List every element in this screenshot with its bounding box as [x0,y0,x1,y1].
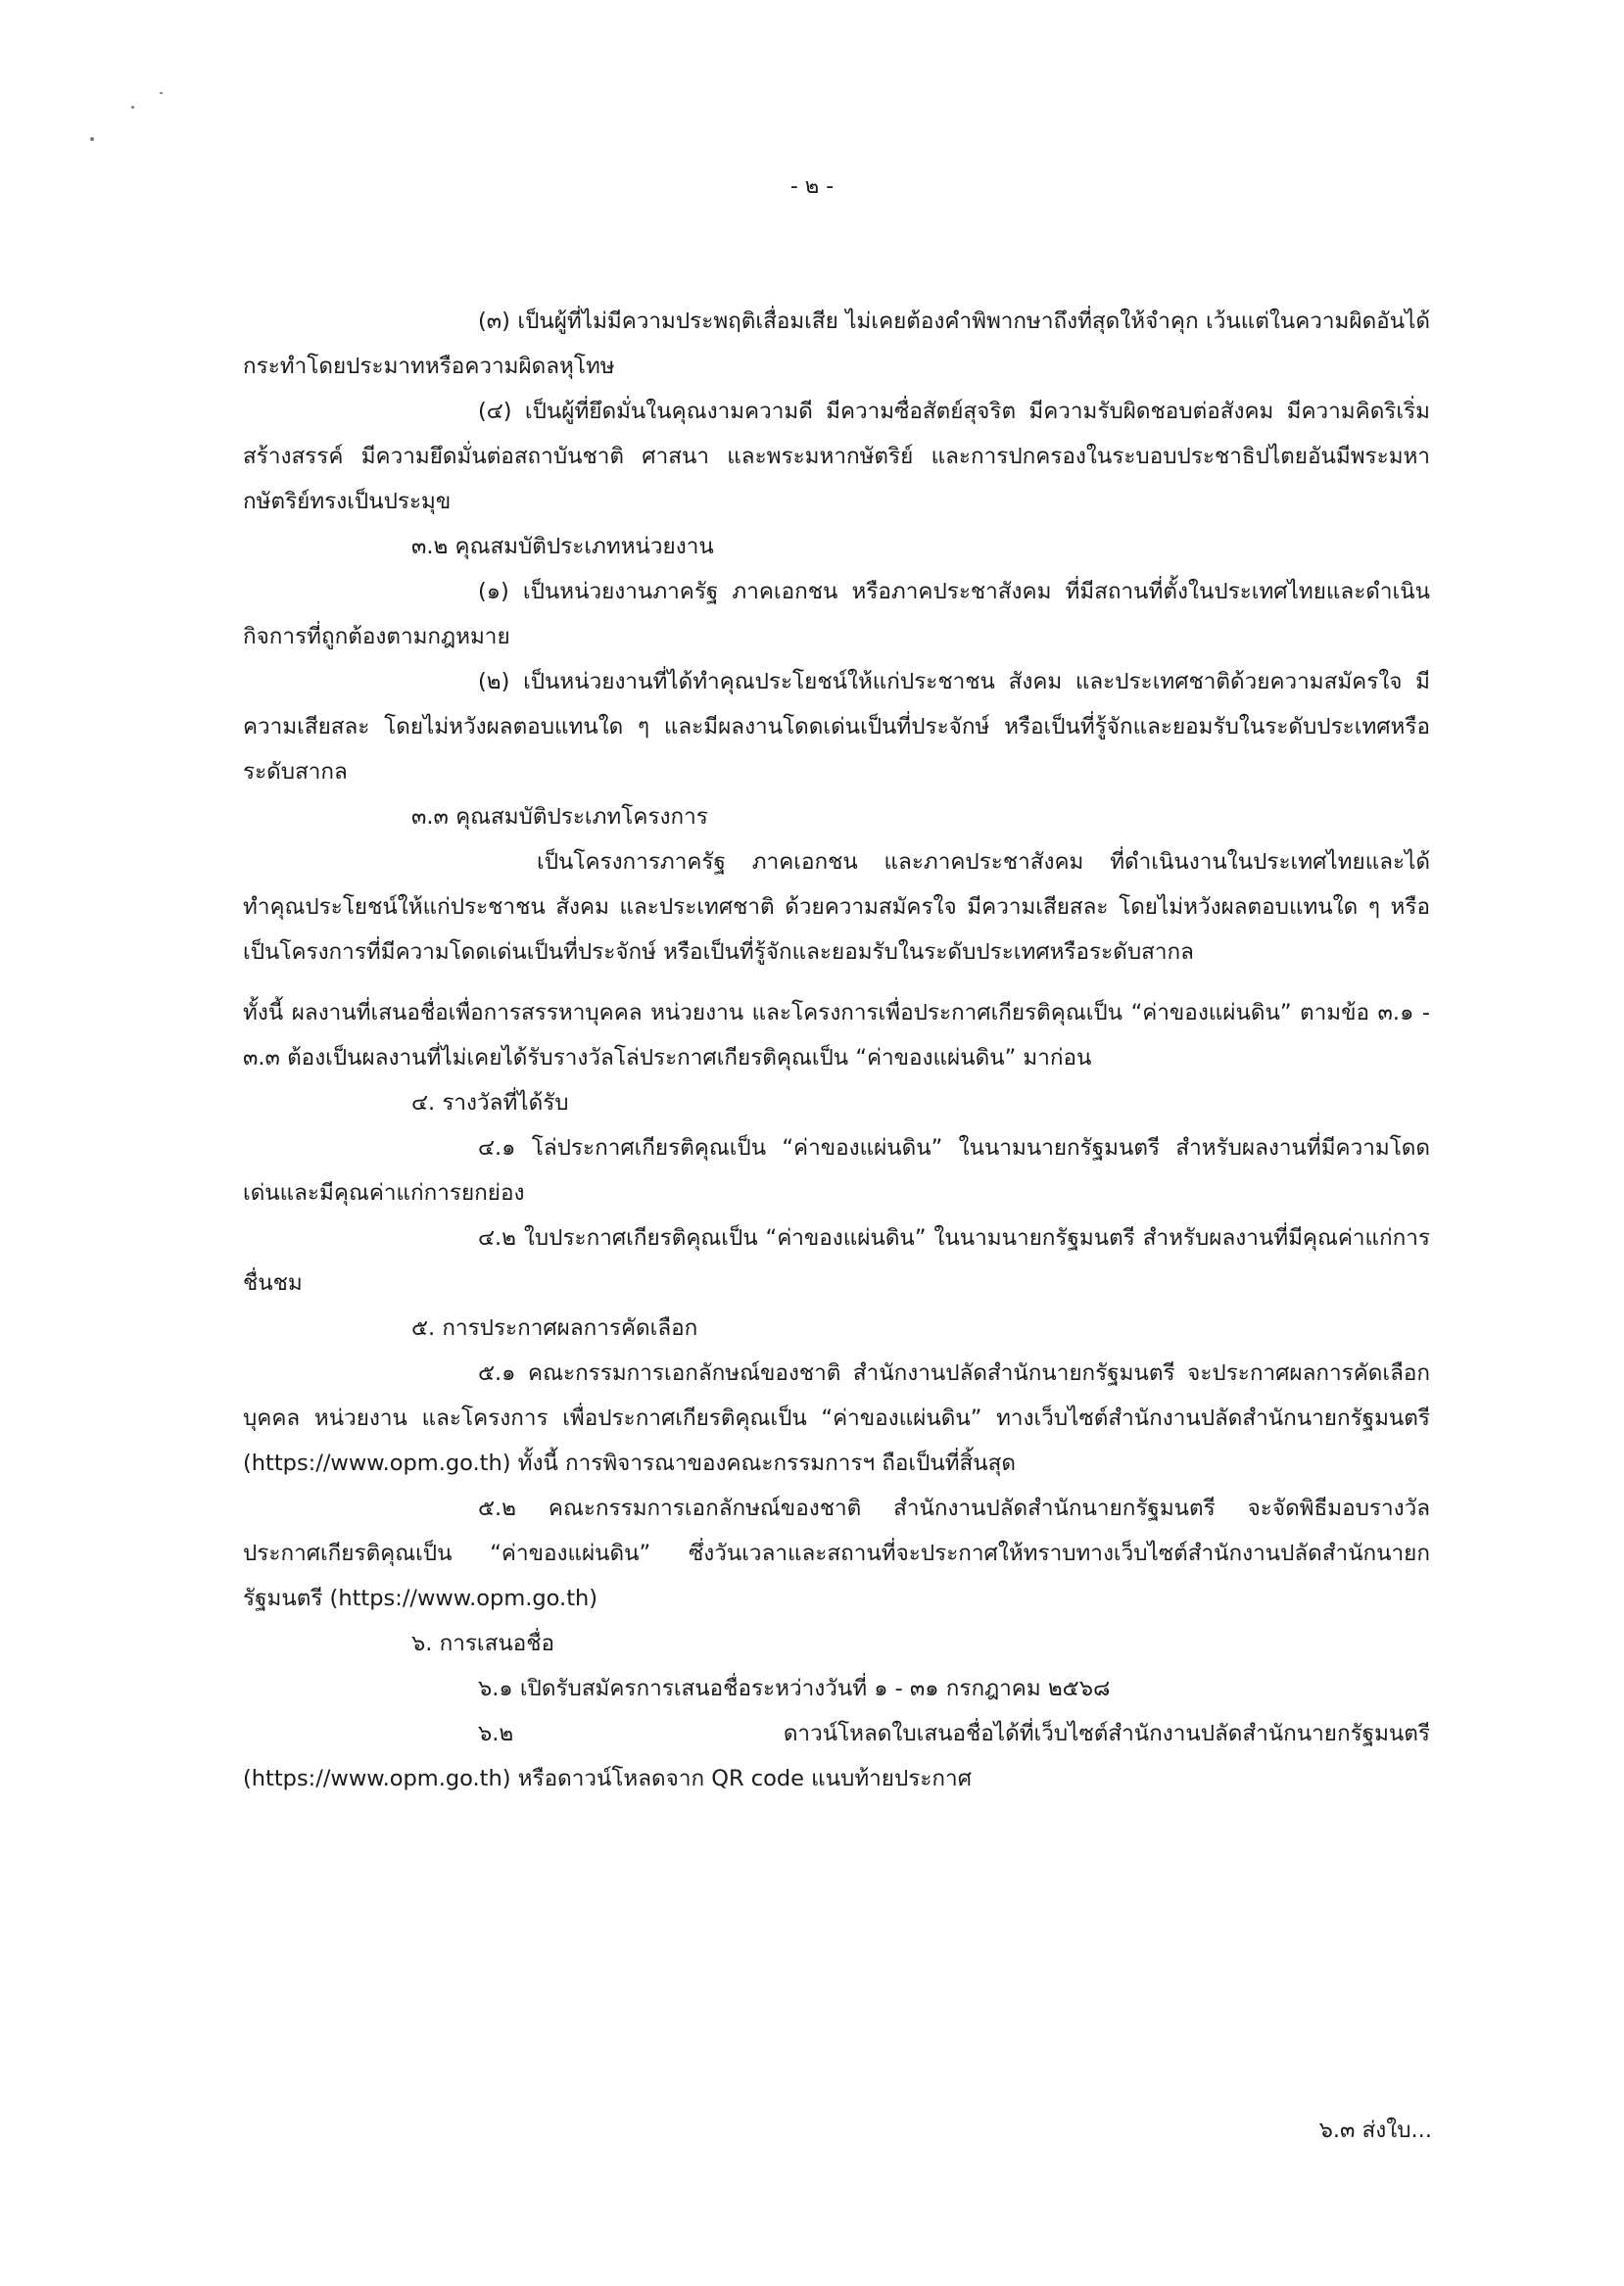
heading-4: ๔. รางวัลที่ได้รับ [411,1090,569,1116]
heading-3-3: ๓.๓ คุณสมบัติประเภทโครงการ [411,804,708,830]
paragraph-award-4-1: ๔.๑ โล่ประกาศเกียรติคุณเป็น “ค่าของแผ่นดิน” ในนามนายกรัฐมนตรี สำหรับผลงานที่มีความโดดเด่นและมีคุณค่าแก่การยกย่อง [243,1135,1430,1206]
paragraph-qualification-4: (๔) เป็นผู้ที่ยึดมั่นในคุณงามความดี มีความซื่อสัตย์สุจริต มีความรับผิดชอบต่อสังคม มีความคิดริเริ่มสร้างสรรค์ มีความยึดมั่นต่อสถาบันชาติ ศาสนา และพระมหากษัตริย์ และการปกครองในระบอบประชาธิปไตยอันมีพระมหากษัตริย์ทรงเป็นประมุข [243,399,1430,514]
paragraph-announce-5-2: ๕.๒ คณะกรรมการเอกลักษณ์ของชาติ สำนักงานปลัดสำนักนายกรัฐมนตรี จะจัดพิธีมอบรางวัลประกาศเกียรติคุณเป็น “ค่าของแผ่นดิน” ซึ่งวันเวลาและสถานที่จะประกาศให้ทราบทางเว็บไซต์สำนักงานปลัดสำนักนายกรัฐมนตรี (https://www.opm.go.th) [243,1496,1430,1611]
paragraph-nomination-6-1: ๖.๑ เปิดรับสมัครการเสนอชื่อระหว่างวันที่ ๑ - ๓๑ กรกฎาคม ๒๕๖๘ [478,1676,1111,1701]
paragraph-project: เป็นโครงการภาครัฐ ภาคเอกชน และภาคประชาสังคม ที่ดำเนินงานในประเทศไทยและได้ทำคุณประโยชน์ให้แก่ประชาชน สังคม และประเทศชาติ ด้วยความสมัครใจ มีความเสียสละ โดยไม่หวังผลตอบแทนใด ๆ หรือเป็นโครงการที่มีความโดดเด่นเป็นที่ประจักษ์ หรือเป็นที่รู้จักและยอมรับในระดับประเทศหรือระดับสากล [243,849,1430,965]
paragraph-agency-1: (๑) เป็นหน่วยงานภาครัฐ ภาคเอกชน หรือภาคประชาสังคม ที่มีสถานที่ตั้งในประเทศไทยและดำเนินกิจการที่ถูกต้องตามกฎหมาย [243,579,1430,649]
paragraph-award-4-2: ๔.๒ ใบประกาศเกียรติคุณเป็น “ค่าของแผ่นดิน” ในนามนายกรัฐมนตรี สำหรับผลงานที่มีคุณค่าแก่การชื่นชม [243,1225,1430,1296]
scan-speck [131,106,134,109]
continuation-marker: ๖.๓ ส่งใบ... [1318,2118,1432,2143]
paragraph-nomination-6-2: ๖.๒ ดาวน์โหลดใบเสนอชื่อได้ที่เว็บไซต์สำนักงานปลัดสำนักนายกรัฐมนตรี (https://www.opm.go.th) หรือดาวน์โหลดจาก QR code แนบท้ายประกาศ [243,1721,1430,1791]
paragraph-qualification-3: (๓) เป็นผู้ที่ไม่มีความประพฤติเสื่อมเสีย ไม่เคยต้องคำพิพากษาถึงที่สุดให้จำคุก เว้นแต่ในความผิดอันได้กระทำโดยประมาทหรือความผิดลหุโทษ [243,309,1430,379]
paragraph-announce-5-1: ๕.๑ คณะกรรมการเอกลักษณ์ของชาติ สำนักงานปลัดสำนักนายกรัฐมนตรี จะประกาศผลการคัดเลือกบุคคล หน่วยงาน และโครงการ เพื่อประกาศเกียรติคุณเป็น “ค่าของแผ่นดิน” ทางเว็บไซต์สำนักงานปลัดสำนักนายกรัฐมนตรี (https://www.opm.go.th) ทั้งนี้ การพิจารณาของคณะกรรมการฯ ถือเป็นที่สิ้นสุด [243,1360,1430,1476]
paragraph-agency-2: (๒) เป็นหน่วยงานที่ได้ทำคุณประโยชน์ให้แก่ประชาชน สังคม และประเทศชาติด้วยความสมัครใจ มีความเสียสละ โดยไม่หวังผลตอบแทนใด ๆ และมีผลงานโดดเด่นเป็นที่ประจักษ์ หรือเป็นที่รู้จักและยอมรับในระดับประเทศหรือระดับสากล [243,669,1430,785]
scan-speck [90,137,94,141]
document-body [243,299,1430,1801]
heading-5: ๕. การประกาศผลการคัดเลือก [411,1315,698,1341]
page-number: - ๒ - [789,174,835,199]
paragraph-note: ทั้งนี้ ผลงานที่เสนอชื่อเพื่อการสรรหาบุคคล หน่วยงาน และโครงการเพื่อประกาศเกียรติคุณเป็น “ค่าของแผ่นดิน” ตามข้อ ๓.๑ - ๓.๓ ต้องเป็นผลงานที่ไม่เคยได้รับรางวัลโล่ประกาศเกียรติคุณเป็น “ค่าของแผ่นดิน” มาก่อน [243,1000,1430,1071]
scan-speck [160,92,163,94]
heading-6: ๖. การเสนอชื่อ [411,1631,555,1656]
heading-3-2: ๓.๒ คุณสมบัติประเภทหน่วยงาน [411,534,714,559]
